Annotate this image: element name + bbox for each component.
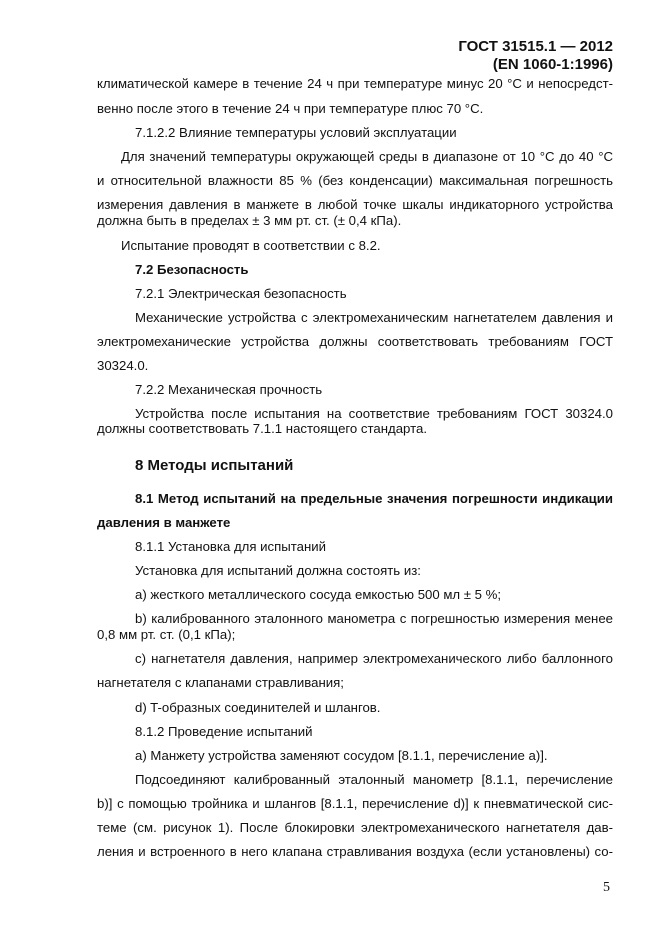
clause-heading: 8.1.1 Установка для испытаний [135,539,327,554]
text-line: должны соответствовать 7.1.1 настоящего стандарта. [97,421,427,436]
standard-designation: ГОСТ 31515.1 — 2012 [458,38,613,55]
text-line: электромеханические устройства должны соответствовать требованиям ГОСТ [97,334,613,349]
chapter-heading: 8 Методы испытаний [135,457,294,474]
text-line: нагнетателя с клапанами стравливания; [97,675,344,690]
text-line: Подсоединяют калиброванный эталонный манометр [8.1.1, перечисление [135,772,613,787]
clause-heading: 7.2.2 Механическая прочность [135,382,323,397]
section-heading: 8.1 Метод испытаний на предельные значения погрешности индикации [135,491,613,506]
text-line: Испытание проводят в соответствии с 8.2. [121,238,381,253]
text-line: климатической камере в течение 24 ч при температуре минус 20 °С и непосредст- [97,76,613,91]
text-line: измерения давления в манжете в любой точке шкалы индикаторного устройства [97,197,613,212]
text-line: и относительной влажности 85 % (без конденсации) максимальная погрешность [97,173,613,188]
text-line: должна быть в пределах ± 3 мм рт. ст. (± 0,4 кПа). [97,213,402,228]
text-line: a) Манжету устройства заменяют сосудом [8.1.1, перечисление a)]. [135,748,548,763]
list-item: c) нагнетателя давления, например электромеханического либо баллонного [135,651,613,666]
section-heading: давления в манжете [97,515,231,530]
list-item: b) калиброванного эталонного манометра с погрешностью измерения менее [135,611,613,626]
en-reference: (EN 1060-1:1996) [492,56,613,73]
clause-heading: 7.2.1 Электрическая безопасность [135,286,347,301]
list-item: d) T-образных соединителей и шлангов. [135,700,381,715]
text-line: ления и встроенного в него клапана стравливания воздуха (если установлены) со- [97,844,613,859]
text-line: 30324.0. [97,358,149,373]
page-number: 5 [603,880,610,895]
text-line: венно после этого в течение 24 ч при температуре плюс 70 °С. [97,101,484,116]
text-line: теме (см. рисунок 1). После блокировки электромеханического нагнетателя дав- [97,820,613,835]
list-item: a) жесткого металлического сосуда емкостью 500 мл ± 5 %; [135,587,502,602]
text-line: b)] с помощью тройника и шлангов [8.1.1, перечисление d)] к пневматической сис- [97,796,613,811]
text-line: Установка для испытаний должна состоять из: [135,563,421,578]
text-line: Для значений температуры окружающей среды в диапазоне от 10 °С до 40 °С [121,149,613,164]
clause-heading: 7.1.2.2 Влияние температуры условий эксплуатации [135,125,457,140]
clause-heading: 8.1.2 Проведение испытаний [135,724,313,739]
section-heading: 7.2 Безопасность [135,262,249,277]
text-line: 0,8 мм рт. ст. (0,1 кПа); [97,627,236,642]
text-line: Механические устройства с электромеханическим нагнетателем давления и [135,310,613,325]
text-line: Устройства после испытания на соответствие требованиям ГОСТ 30324.0 [135,406,613,421]
